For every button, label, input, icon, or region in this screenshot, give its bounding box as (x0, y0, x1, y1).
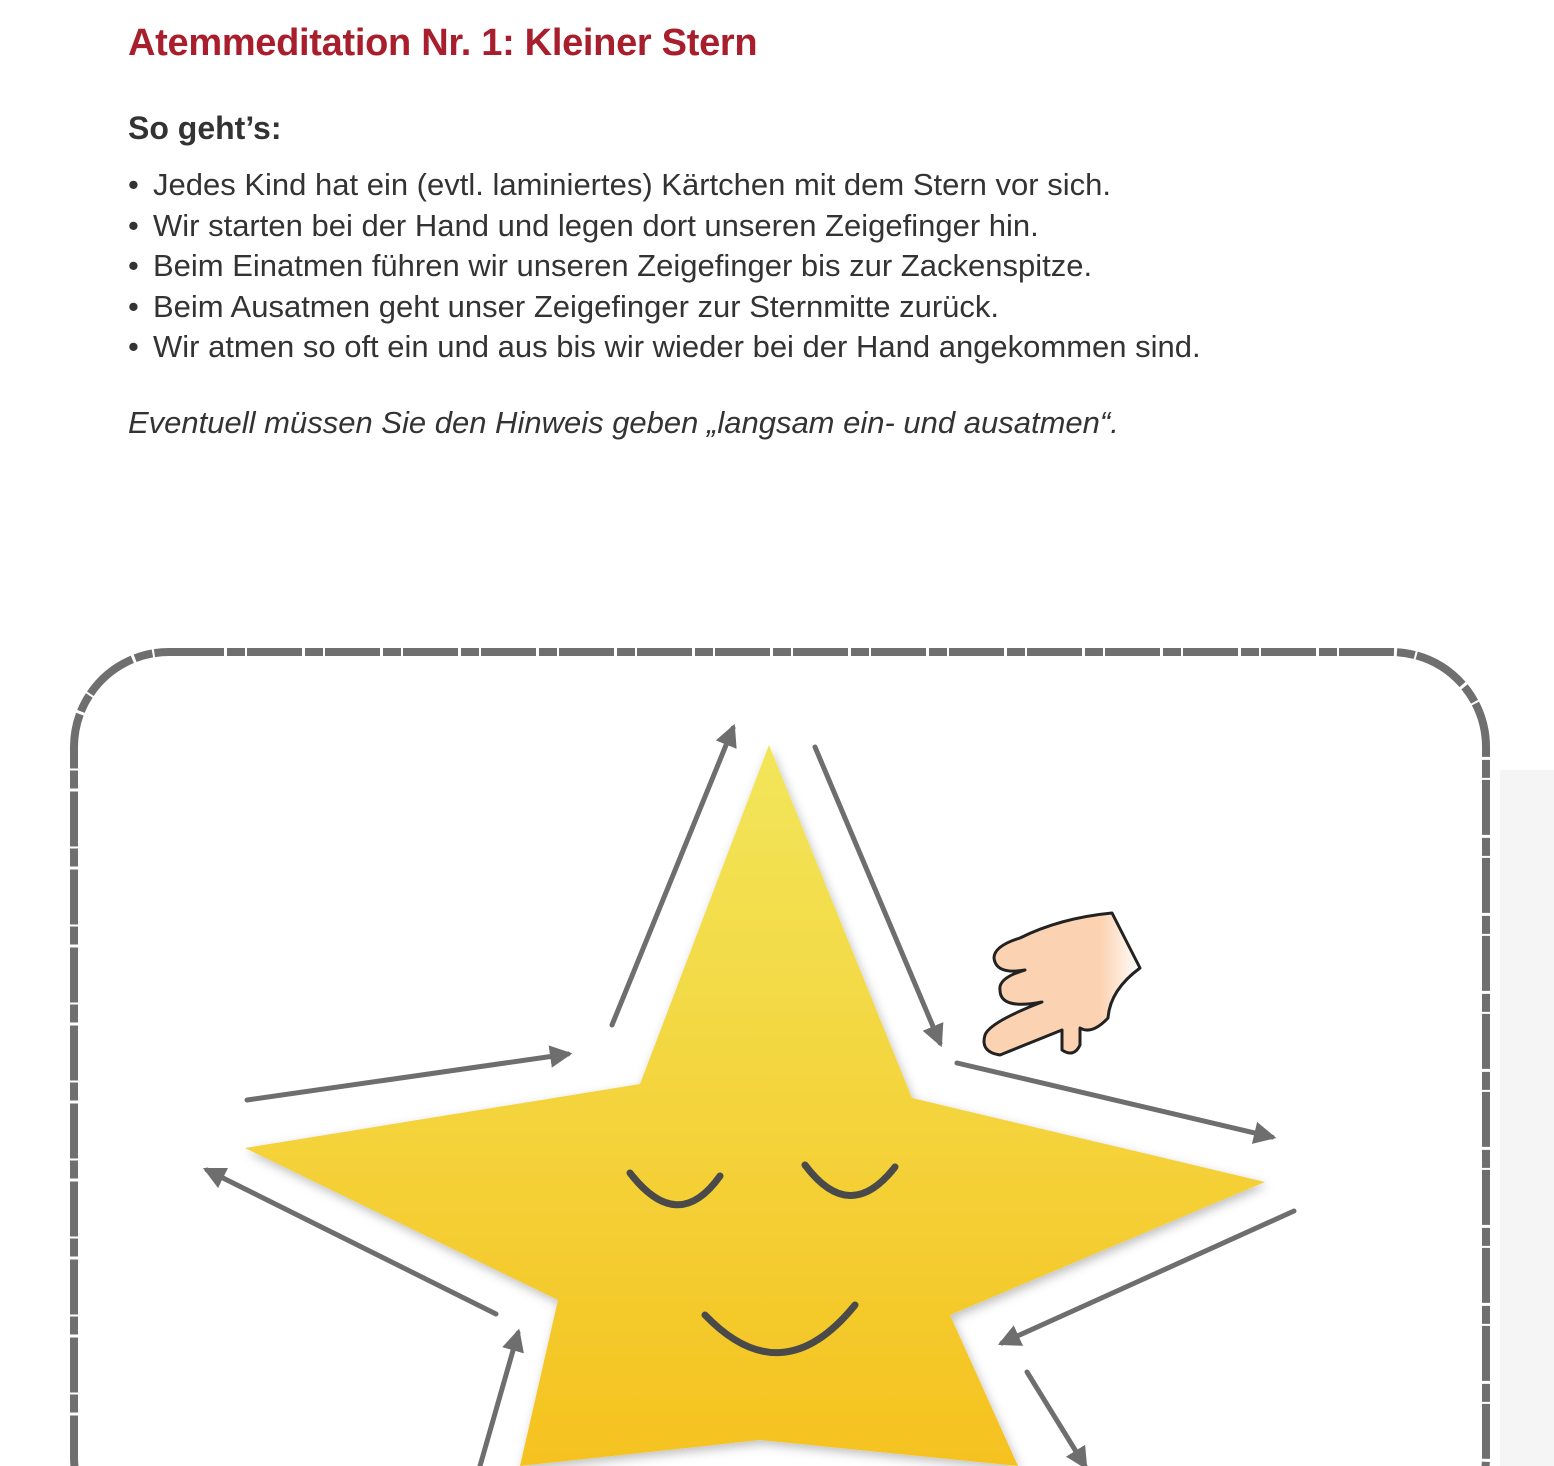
list-item (128, 246, 1201, 287)
arrow (480, 1333, 518, 1466)
instruction-list (128, 165, 1201, 368)
list-item (128, 206, 1201, 247)
bullet-icon: • (128, 207, 139, 243)
page-title: Atemmeditation Nr. 1: Kleiner Stern (128, 22, 758, 64)
list-item-text: Beim Ausatmen geht unser Zeigefinger zur Sternmitte zurück. (153, 288, 1000, 324)
star-card-illustration (0, 560, 1554, 1466)
pointing-hand-icon (984, 913, 1140, 1055)
smiling-star-icon (245, 745, 1265, 1466)
bullet-icon: • (128, 167, 139, 202)
bullet-icon: • (128, 329, 139, 364)
bullet-icon: • (128, 248, 139, 283)
background-shape (1500, 770, 1554, 1466)
list-item (128, 327, 1201, 368)
section-heading: So geht’s: (128, 110, 282, 146)
hint-text: Eventuell müssen Sie den Hinweis geben „langsam ein- und ausatmen“. (128, 405, 1119, 440)
list-item (128, 287, 1201, 328)
list-item (128, 165, 1201, 206)
list-item-text: Beim Einatmen führen wir unseren Zeigefinger bis zur Zackenspitze. (153, 248, 1093, 283)
bullet-icon: • (128, 288, 139, 324)
list-item-text: Wir starten bei der Hand und legen dort unseren Zeigefinger hin. (153, 207, 1039, 243)
arrow (1027, 1372, 1085, 1466)
arrow (247, 1054, 568, 1100)
list-item-text: Wir atmen so oft ein und aus bis wir wieder bei der Hand angekommen sind. (153, 329, 1201, 364)
list-item-text: Jedes Kind hat ein (evtl. laminiertes) Kärtchen mit dem Stern vor sich. (153, 167, 1111, 202)
